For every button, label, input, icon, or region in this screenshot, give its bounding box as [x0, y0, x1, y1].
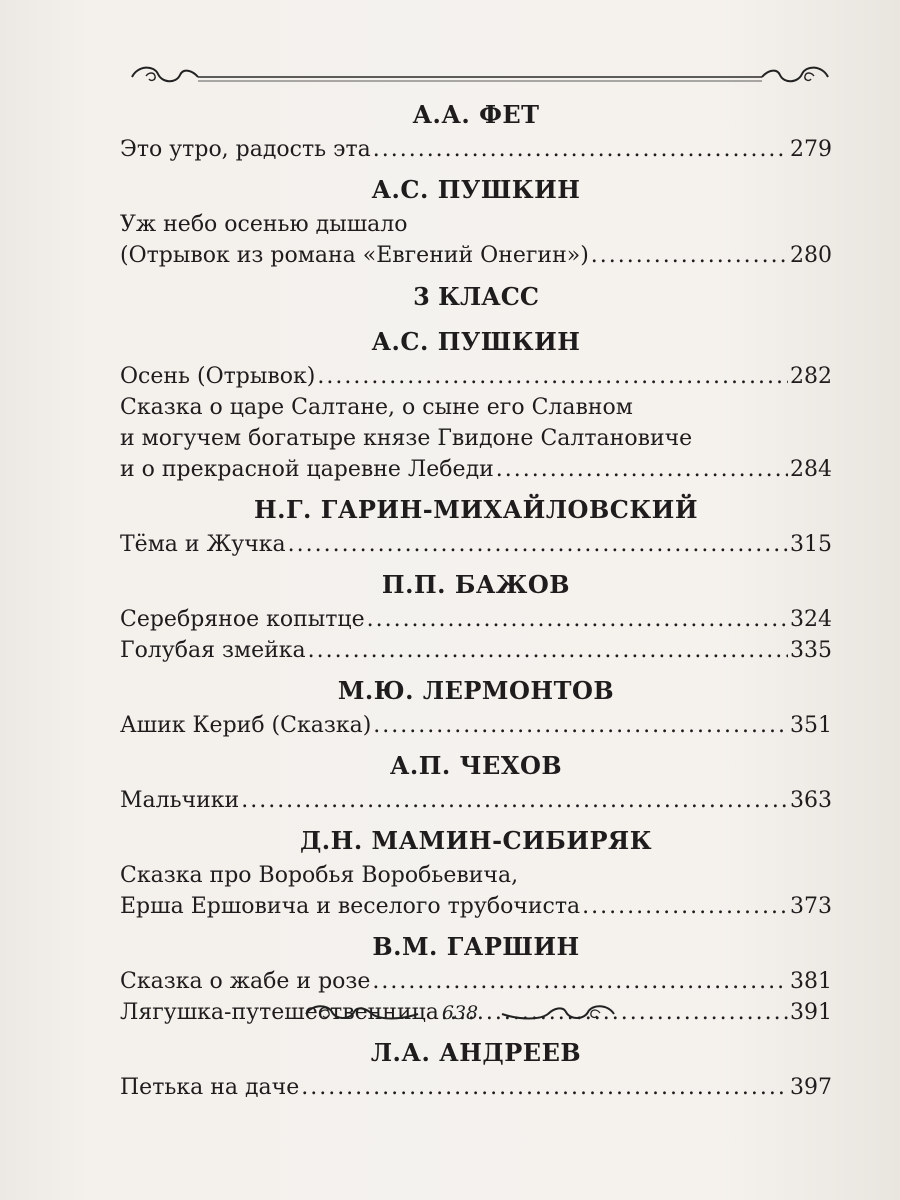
author-heading: П.П. БАЖОВ [381, 570, 571, 599]
toc-entry[interactable] [120, 240, 832, 271]
entry-title: Осень (Отрывок) [120, 364, 316, 389]
toc-entry[interactable] [120, 454, 832, 485]
dot-leader [373, 710, 788, 741]
footer-ornament [300, 1000, 620, 1028]
entry-page-number: 351 [790, 713, 832, 738]
entry-page-number: 280 [790, 243, 832, 268]
toc-entry[interactable] [120, 361, 832, 392]
entry-title: Это утро, радость эта [120, 137, 371, 162]
entry-title: Тёма и Жучка [120, 532, 286, 557]
entry-title: Лягушка-путешественница [120, 1000, 439, 1025]
toc-entry[interactable] [120, 966, 832, 997]
entry-title: (Отрывок из романа «Евгений Онегин») [120, 243, 589, 268]
dot-leader [288, 529, 788, 560]
entry-page-number: 335 [790, 638, 832, 663]
toc-entry[interactable] [120, 529, 832, 560]
toc-entry[interactable] [120, 891, 832, 922]
dot-leader [241, 785, 788, 816]
toc-entry[interactable] [120, 710, 832, 741]
toc-entry[interactable] [120, 604, 832, 635]
header-ornament [128, 62, 832, 92]
author-heading: В.М. ГАРШИН [372, 932, 580, 961]
dot-leader [367, 604, 788, 635]
entry-page-number: 279 [790, 137, 832, 162]
author-heading: Л.А. АНДРЕЕВ [370, 1038, 582, 1067]
entry-title: Голубая змейка [120, 638, 306, 663]
toc-entry[interactable] [120, 635, 832, 666]
entry-page-number: 381 [790, 969, 832, 994]
author-heading: Н.Г. ГАРИН-МИХАЙЛОВСКИЙ [253, 495, 699, 524]
entry-page-number: 282 [790, 364, 832, 389]
toc-entry[interactable] [120, 785, 832, 816]
entry-title: Мальчики [120, 788, 240, 813]
dot-leader [373, 134, 788, 165]
dot-leader [301, 1072, 788, 1103]
entry-page-number: 373 [790, 894, 832, 919]
entry-page-number: 391 [790, 1000, 832, 1025]
entry-title-line: Сказка о царе Салтане, о сыне его Славном [120, 395, 633, 420]
toc-entry[interactable] [120, 134, 832, 165]
author-heading: Д.Н. МАМИН-СИБИРЯК [299, 826, 653, 855]
entry-title: Серебряное копытце [120, 607, 365, 632]
entry-title-line: Уж небо осенью дышало [120, 212, 408, 237]
entry-title: и о прекрасной царевне Лебеди [120, 457, 494, 482]
dot-leader [308, 635, 788, 666]
entry-title: Ерша Ершовича и веселого трубочиста [120, 894, 581, 919]
entry-title: Сказка о жабе и розе [120, 969, 371, 994]
toc-entry[interactable] [120, 1072, 832, 1103]
entry-title-line: и могучем богатыре князе Гвидоне Салтановиче [120, 426, 693, 451]
dot-leader [496, 454, 788, 485]
entry-page-number: 315 [790, 532, 832, 557]
author-heading: А.А. ФЕТ [412, 100, 540, 129]
entry-page-number: 284 [790, 457, 832, 482]
author-heading: А.С. ПУШКИН [371, 175, 581, 204]
entry-title: Петька на даче [120, 1075, 300, 1100]
dot-leader [591, 240, 788, 271]
author-heading: М.Ю. ЛЕРМОНТОВ [337, 676, 615, 705]
entry-page-number: 324 [790, 607, 832, 632]
entry-page-number: 397 [790, 1075, 832, 1100]
entry-title: Ашик Кериб (Сказка) [120, 713, 372, 738]
grade-heading: 3 КЛАСС [413, 282, 539, 311]
entry-page-number: 363 [790, 788, 832, 813]
author-heading: А.П. ЧЕХОВ [389, 751, 563, 780]
page-number: 638 [441, 1002, 479, 1024]
dot-leader [317, 361, 788, 392]
dot-leader [582, 891, 788, 922]
table-of-contents [120, 96, 832, 1103]
author-heading: А.С. ПУШКИН [371, 327, 581, 356]
entry-title-line: Сказка про Воробья Воробьевича, [120, 863, 519, 888]
dot-leader [372, 966, 788, 997]
